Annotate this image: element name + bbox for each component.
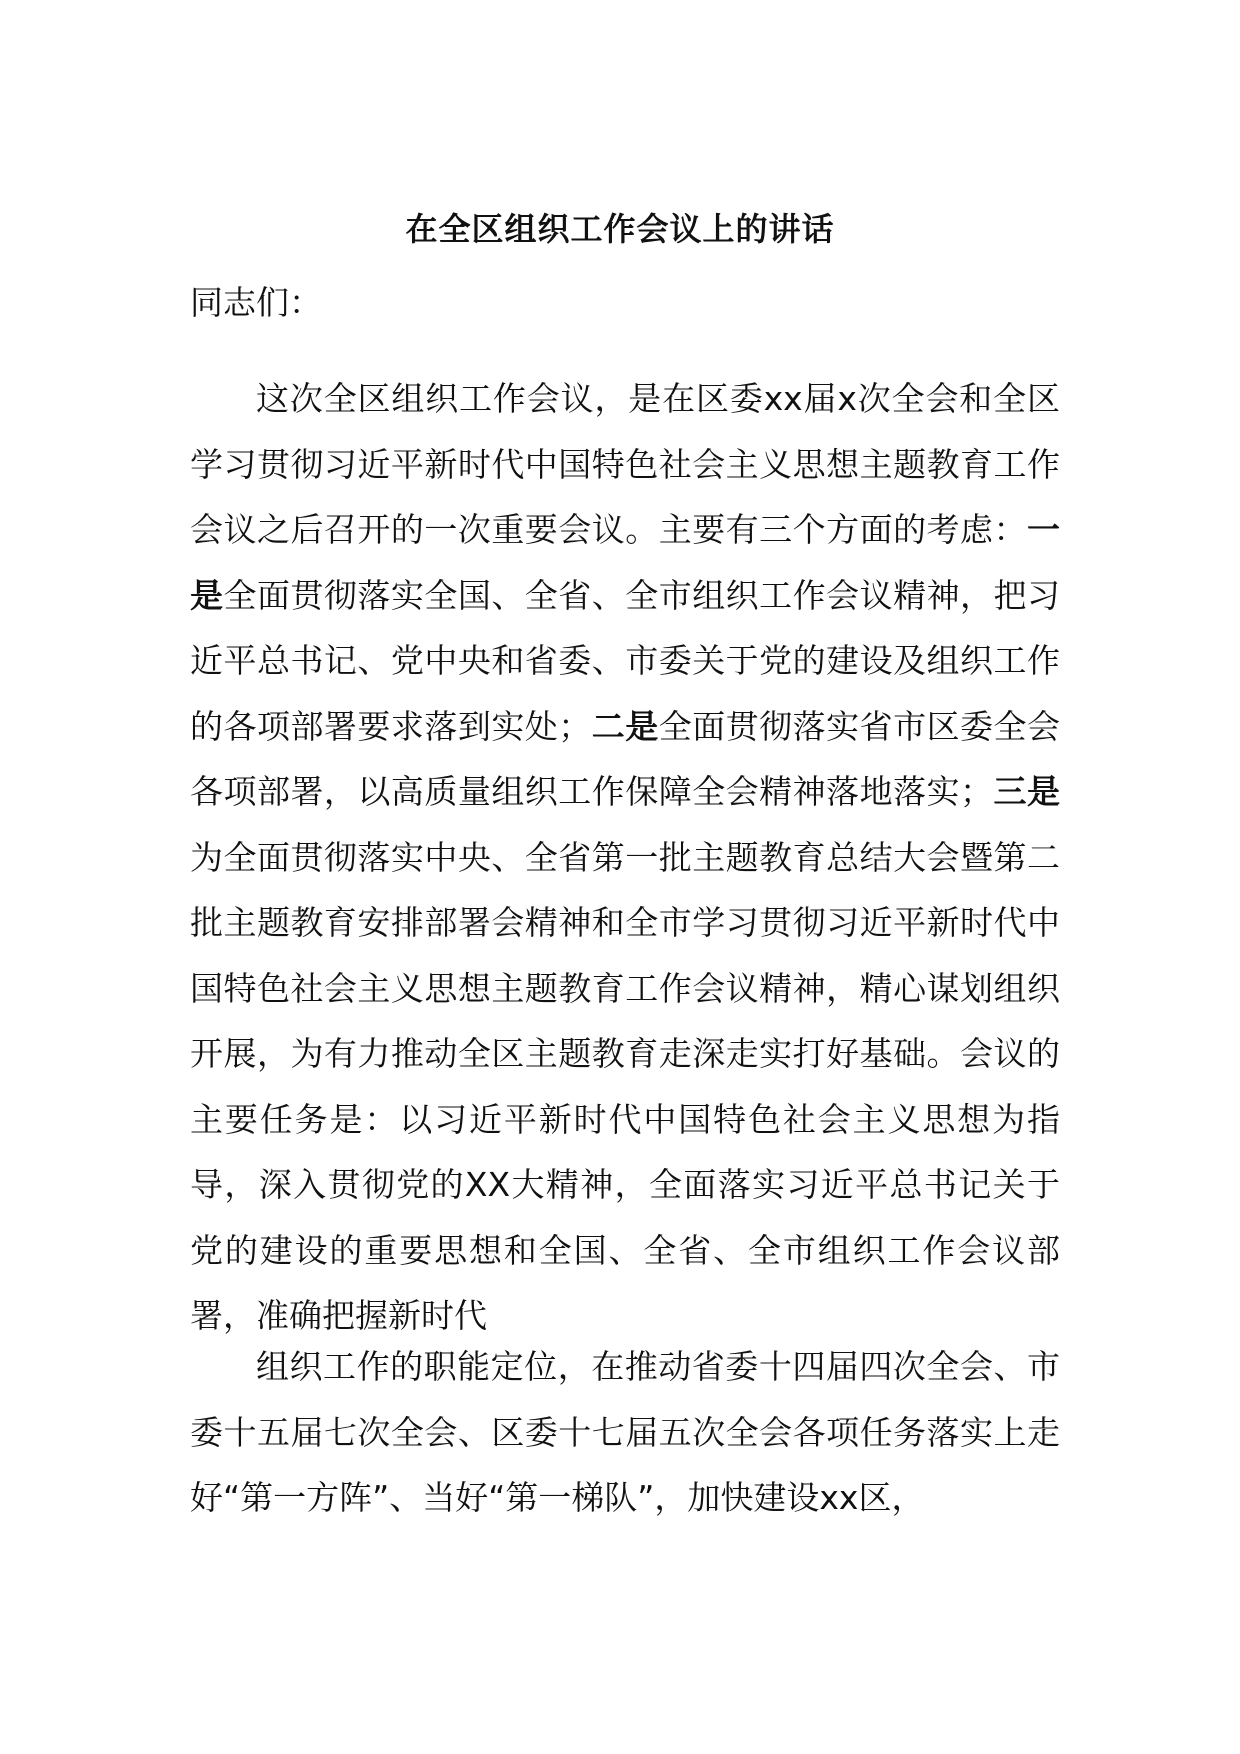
paragraph-2: 组织工作的职能定位，在推动省委十四届四次全会、市委十五届七次全会、区委十七届五次全会各项任务落实上走好“第一方阵”、当好“第一梯队”，加快建设xx区， [190, 1347, 1060, 1517]
document-title: 在全区组织工作会议上的讲话 [405, 210, 835, 248]
point-3-label: 三是 [993, 772, 1061, 811]
point-1-text: 全面贯彻落实全国、全省、全市组织工作会议精神，把习近平总书记、党中央和省委、市委关于党的建设及组织工作的各项部署要求落到实处； [190, 575, 1061, 746]
point-1-label: 一是 [190, 510, 1060, 615]
point-2-label: 二是 [591, 706, 659, 746]
paragraph-1-intro: 这次全区组织工作会议，是在区委xx届x次全会和全区学习贯彻习近平新时代中国特色社会主义思想主题教育工作会议之后召开的一次重要会议。主要有三个方面的考虑： [190, 379, 1060, 549]
salutation: 同志们： [190, 283, 322, 322]
point-3-text: 为全面贯彻落实中央、全省第一批主题教育总结大会暨第二批主题教育安排部署会精神和全市学习贯彻习近平新时代中国特色社会主义思想主题教育工作会议精神，精心谋划组织开展，为有力推动全区主题教育走深走实打好基础。会议的主要任务是：以习近平新时代中国特色社会主义思想为指导，深入贯彻党的XX大精神，全面落实习近平总书记关于党的建设的重要思想和全国、全省、全市组织工作会议部署，准确把握新时代 [190, 837, 1060, 1335]
paragraph-1 [190, 366, 1060, 1349]
point-2-text: 全面贯彻落实省市区委全会各项部署，以高质量组织工作保障全会精神落地落实； [190, 706, 1061, 811]
